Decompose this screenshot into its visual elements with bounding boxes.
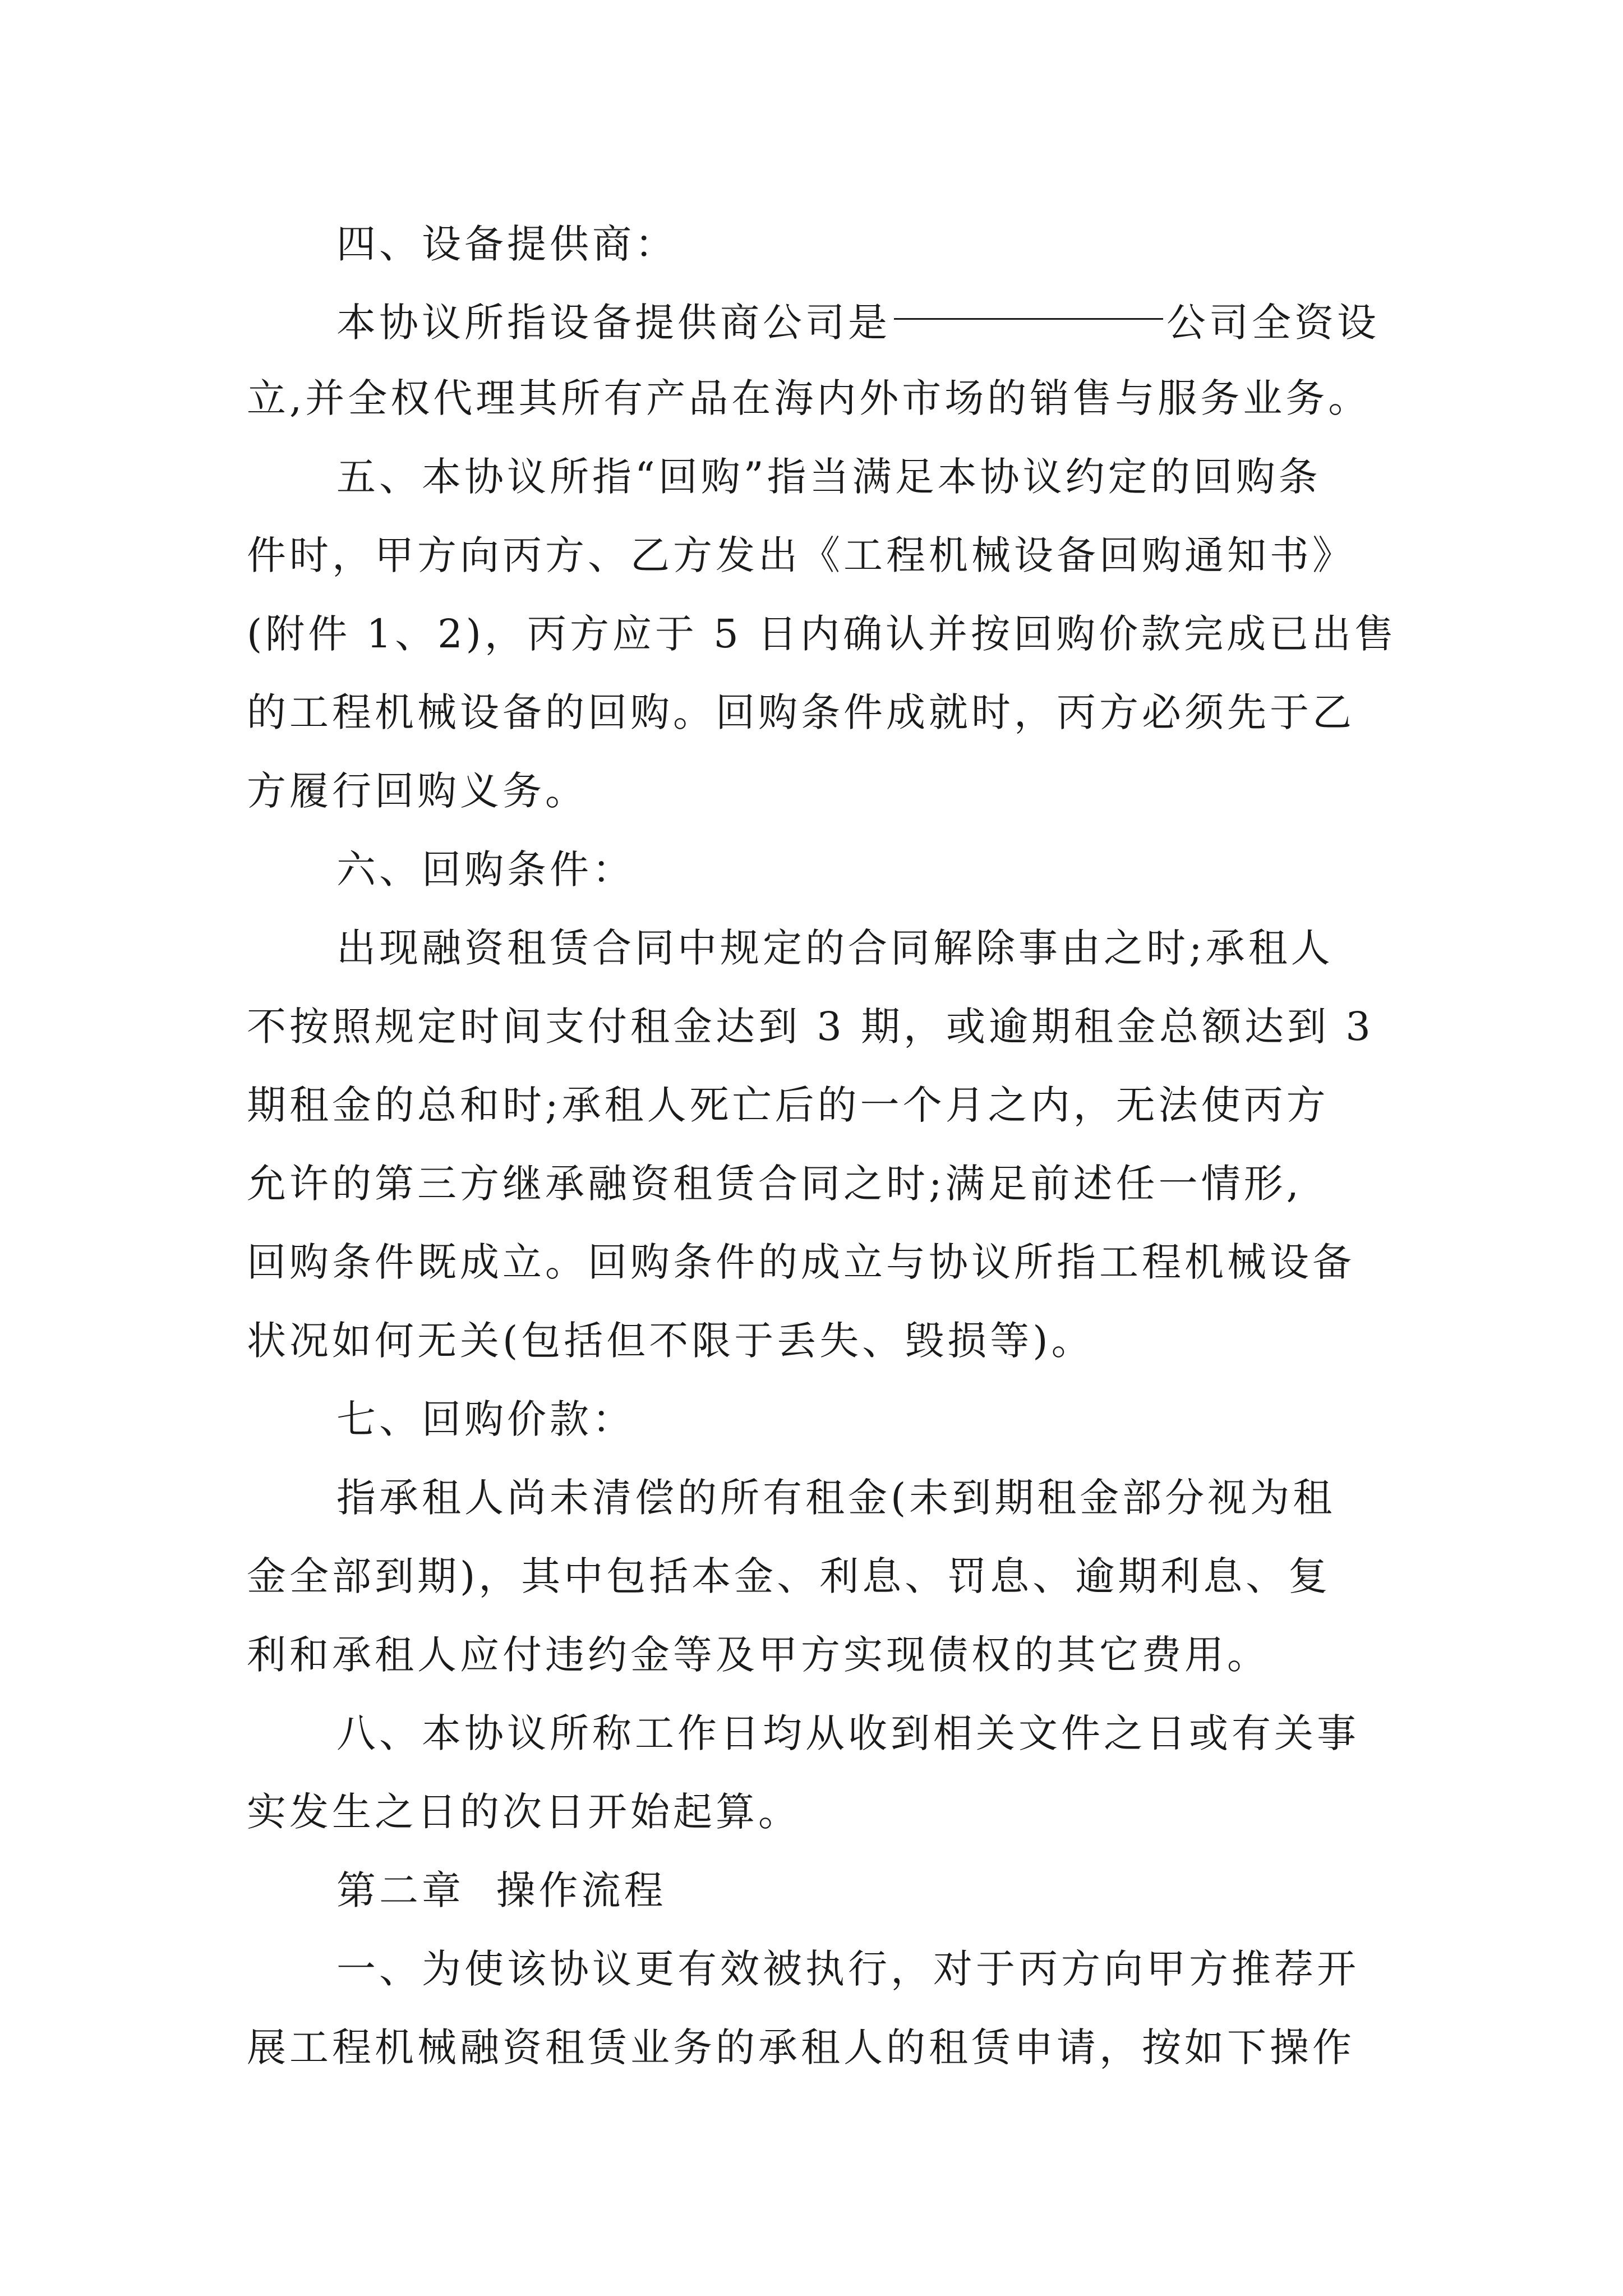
section-heading-buyback-conditions: 六、回购条件：: [336, 846, 635, 892]
paragraph-line: 状况如何无关(包括但不限于丢失、毁损等)。: [247, 1318, 1094, 1364]
paragraph-line: 利和承租人应付违约金等及甲方实现债权的其它费用。: [247, 1632, 1270, 1678]
paragraph-line: (附件 1、2)，丙方应于 5 日内确认并按回购价款完成已出售: [247, 611, 1397, 657]
paragraph-line: 展工程机械融资租赁业务的承租人的租赁申请，按如下操作: [247, 2024, 1355, 2070]
paragraph-line: [336, 283, 1380, 362]
paragraph-line: 件时，甲方向丙方、乙方发出《工程机械设备回购通知书》: [247, 532, 1355, 578]
paragraph-line: 不按照规定时间支付租金达到 3 期，或逾期租金总额达到 3: [247, 1004, 1374, 1050]
paragraph-line: 允许的第三方继承融资租赁合同之时;满足前述任一情形,: [247, 1161, 1302, 1207]
paragraph-line: 方履行回购义务。: [247, 768, 588, 814]
paragraph-line: 期租金的总和时;承租人死亡后的一个月之内，无法使丙方: [247, 1082, 1329, 1128]
chapter-heading: 第二章 操作流程: [336, 1867, 667, 1913]
paragraph-line: 立,并全权代理其所有产品在海内外市场的销售与服务业务。: [247, 375, 1371, 421]
section-heading-buyback-price: 七、回购价款：: [336, 1396, 635, 1442]
section-heading-equipment-supplier: 四、设备提供商：: [336, 221, 677, 267]
paragraph-line: 指承租人尚未清偿的所有租金(未到期租金部分视为租: [336, 1475, 1336, 1521]
paragraph-line: 回购条件既成立。回购条件的成立与协议所指工程机械设备: [247, 1239, 1355, 1285]
paragraph-line: 五、本协议所指“回购”指当满足本协议约定的回购条: [336, 454, 1321, 500]
paragraph-text: 本协议所指设备提供商公司是: [336, 300, 891, 346]
paragraph-line: 金全部到期)，其中包括本金、利息、罚息、逾期利息、复: [247, 1553, 1331, 1599]
paragraph-line: 出现融资租赁合同中规定的合同解除事由之时;承租人: [336, 925, 1334, 971]
paragraph-text: 公司全资设: [1166, 300, 1380, 346]
paragraph-line: 实发生之日的次日开始起算。: [247, 1789, 801, 1835]
paragraph-line: 的工程机械设备的回购。回购条件成就时，丙方必须先于乙: [247, 689, 1355, 735]
paragraph-line: 八、本协议所称工作日均从收到相关文件之日或有关事: [336, 1710, 1359, 1756]
fill-in-blank: [894, 283, 1163, 320]
paragraph-line: 一、为使该协议更有效被执行，对于丙方向甲方推荐开: [336, 1946, 1359, 1992]
